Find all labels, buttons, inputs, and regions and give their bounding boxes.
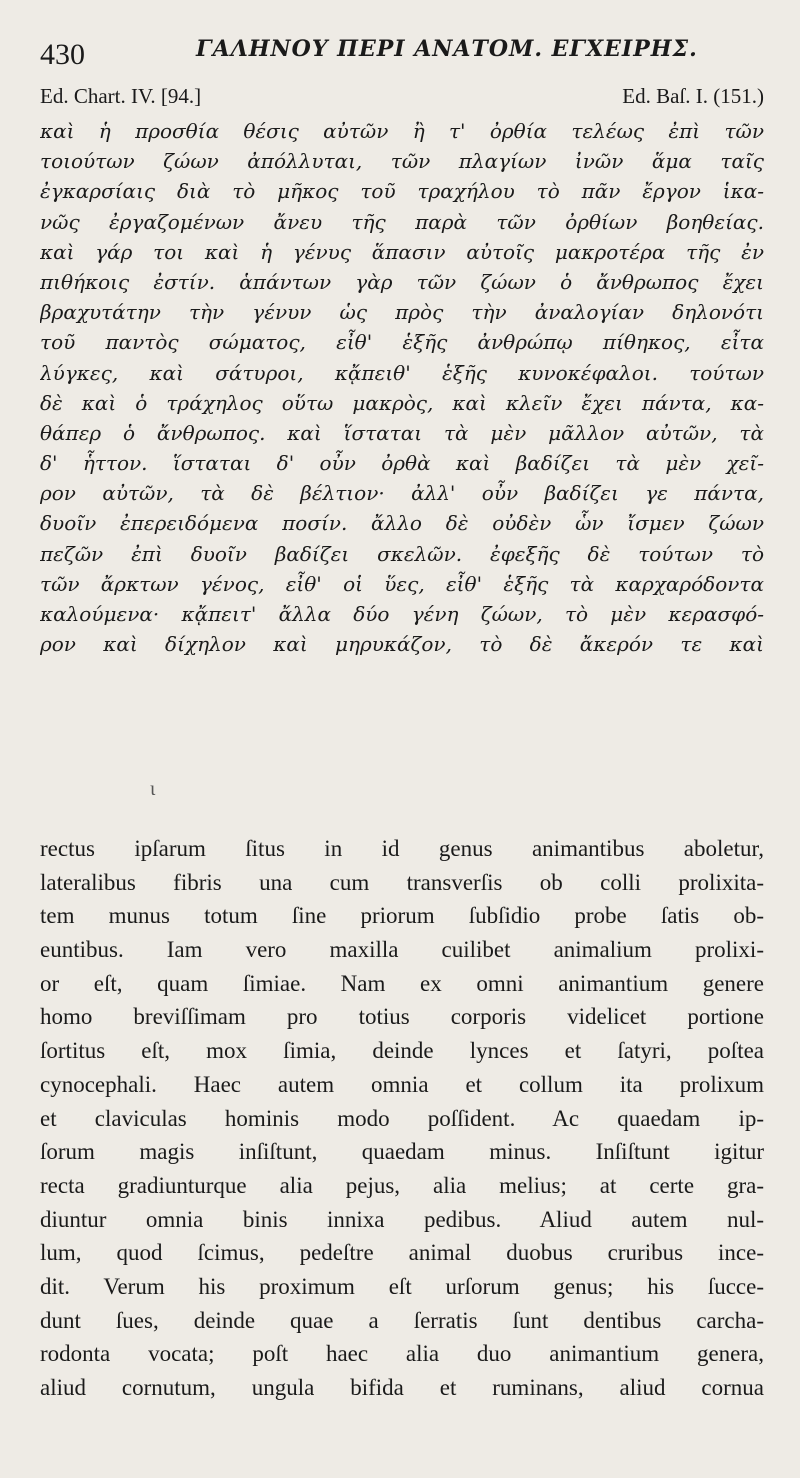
latin-text-line: cynocephali. Haec autem omnia et collum ita prolixum <box>40 1071 764 1097</box>
greek-text-line: ρον αὐτῶν, τὰ δὲ βέλτιον· ἀλλ' οὖν βαδίζει γε πάντα, <box>40 481 764 506</box>
greek-text-line: θάπερ ὁ ἄνθρωπος. καὶ ἵσταται τὰ μὲν μᾶλλον αὐτῶν, τὰ <box>40 420 764 445</box>
greek-text-line: πιθήκοις ἐστίν. ἁπάντων γὰρ τῶν ζώων ὁ ἄνθρωπος ἔχει <box>40 269 764 294</box>
page-number: 430 <box>40 38 85 71</box>
latin-text-line: recta gradiunturque alia pejus, alia melius; at certe gra- <box>40 1172 764 1198</box>
greek-text-line: δυοῖν ἐπερειδόμενα ποσίν. ἄλλο δὲ οὐδὲν ὧν ἴσμεν ζώων <box>40 511 764 536</box>
latin-text-block <box>40 832 764 1405</box>
latin-text-line: rodonta vocata; poſt haec alia duo animantium genera, <box>40 1341 764 1367</box>
latin-text-line: euntibus. Iam vero maxilla cuilibet animalium prolixi- <box>40 937 764 963</box>
greek-text-line: λύγκες, καὶ σάτυροι, κᾄπειθ' ἑξῆς κυνοκέφαλοι. τούτων <box>40 360 764 385</box>
greek-text-line: νῶς ἐργαζομένων ἄνευ τῆς παρὰ τῶν ὀρθίων βοηθείας. <box>40 209 764 234</box>
greek-text-line: ἐγκαρσίαις διὰ τὸ μῆκος τοῦ τραχήλου τὸ πᾶν ἔργον ἱκα- <box>40 179 764 204</box>
greek-text-line: καὶ γάρ τοι καὶ ἡ γένυς ἅπασιν αὐτοῖς μακροτέρα τῆς ἐν <box>40 239 764 264</box>
running-title: ΓΑΛΗΝΟΥ ΠΕΡΙ ΑΝΑΤΟΜ. ΕΓΧΕΙΡΗΣ. <box>196 36 698 62</box>
greek-text-line: τοῦ παντὸς σώματος, εἶθ' ἑξῆς ἀνθρώπῳ πίθηκος, εἶτα <box>40 330 764 355</box>
latin-text-line: rectus ipſarum ſitus in id genus animantibus aboletur, <box>40 836 764 861</box>
edition-chartier-reference: Ed. Chart. IV. [94.] <box>40 84 202 108</box>
separator-mark: ι <box>150 778 156 800</box>
edition-basel-reference: Ed. Baſ. I. (151.) <box>622 84 764 108</box>
latin-text-line: diuntur omnia binis innixa pedibus. Aliud autem nul- <box>40 1206 764 1232</box>
greek-text-line: δ' ἧττον. ἵσταται δ' οὖν ὀρθὰ καὶ βαδίζει τὰ μὲν χεῖ- <box>40 451 764 476</box>
latin-text-line: homo breviſſimam pro totius corporis videlicet portione <box>40 1004 764 1030</box>
greek-text-line: τοιούτων ζώων ἀπόλλυται, τῶν πλαγίων ἰνῶν ἅμα ταῖς <box>40 149 764 174</box>
latin-text-line: dunt ſues, deinde quae a ſerratis ſunt dentibus carcha- <box>40 1307 764 1333</box>
latin-text-line: et claviculas hominis modo poſſident. Ac quaedam ip- <box>40 1105 764 1131</box>
latin-text-line: ſorum magis inſiſtunt, quaedam minus. Inſiſtunt igitur <box>40 1139 764 1165</box>
latin-text-line: ſortitus eſt, mox ſimia, deinde lynces et ſatyri, poſtea <box>40 1038 764 1064</box>
greek-text-line: καὶ ἡ προσθία θέσις αὐτῶν ἢ τ' ὀρθία τελέως ἐπὶ τῶν <box>40 119 764 143</box>
greek-text-line: δὲ καὶ ὁ τράχηλος οὕτω μακρὸς, καὶ κλεῖν ἔχει πάντα, κα- <box>40 390 764 415</box>
greek-text-line: καλούμενα· κᾄπειτ' ἄλλα δύο γένη ζώων, τὸ μὲν κερασφό- <box>40 602 764 626</box>
latin-text-line: tem munus totum ſine priorum ſubſidio probe ſatis ob- <box>40 903 764 929</box>
latin-text-line: aliud cornutum, ungula bifida et ruminans, aliud cornua <box>40 1375 764 1400</box>
greek-text-line: ρον καὶ δίχηλον καὶ μηρυκάζον, τὸ δὲ ἄκερόν τε καὶ <box>40 632 764 657</box>
edition-reference-line <box>40 84 764 114</box>
latin-text-line: dit. Verum his proximum eſt urſorum genus; his ſucce- <box>40 1273 764 1299</box>
greek-text-line: βραχυτάτην τὴν γένυν ὡς πρὸς τὴν ἀναλογίαν δηλονότι <box>40 300 764 325</box>
latin-text-line: lum, quod ſcimus, pedeſtre animal duobus cruribus ince- <box>40 1240 764 1266</box>
greek-text-line: πεζῶν ἐπὶ δυοῖν βαδίζει σκελῶν. ἐφεξῆς δὲ τούτων τὸ <box>40 541 764 566</box>
greek-text-line: τῶν ἄρκτων γένος, εἶθ' οἱ ὕες, εἶθ' ἑξῆς τὰ καρχαρόδοντα <box>40 571 764 596</box>
latin-text-line: lateralibus fibris una cum transverſis ob colli prolixita- <box>40 869 764 895</box>
latin-text-line: or eſt, quam ſimiae. Nam ex omni animantium genere <box>40 970 764 996</box>
greek-text-block <box>40 116 764 659</box>
page-header <box>36 30 764 80</box>
